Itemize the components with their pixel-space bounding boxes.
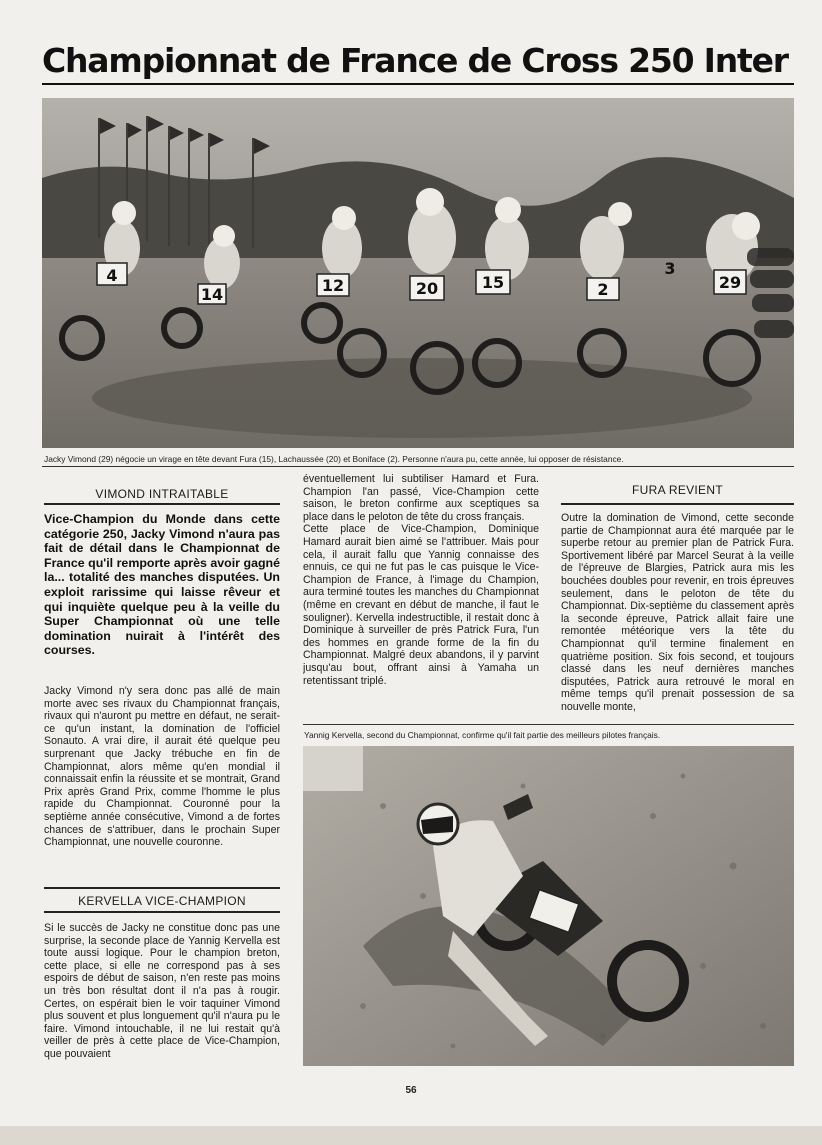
bike-number: 14 bbox=[200, 285, 224, 304]
middle-paragraph: éventuellement lui subtiliser Hamard et Fura. Champion l'an passé, Vice-Champion cette saison, le breton confirme aux sceptiques sa place dans le peloton de tête du cross français. bbox=[303, 473, 539, 523]
article-body-middle bbox=[303, 473, 539, 723]
headline-rule bbox=[42, 83, 794, 85]
top-photo-caption: Jacky Vimond (29) négocie un virage en tête devant Fura (15), Lachaussée (20) et Boniface (2). Personne n'aura pu, cette année, lui opposer de résistance. bbox=[44, 454, 624, 464]
bike-number: 20 bbox=[415, 279, 439, 298]
article-body-vimond: Jacky Vimond n'y sera donc pas allé de main morte avec ses rivaux du Championnat français, rivaux qui n'auront pu mettre en défaut, ne serait-ce qu'un instant, la domination de l'officiel Sonauto. A vrai dire, il aurait été quelque peu surprenant que Jacky trébuche en fin de Championnat, alors même qu'en mondial il connaissait enfin la réussite et se montrait, Grand Prix après Grand Prix, comme l'homme le plus rapide du Championnat. Couronné pour la septième année consécutive, Vimond a de fortes chances de s'attribuer, dans le prochain Super Championnat, une nouvelle couronne. bbox=[44, 685, 280, 849]
section-title-kervella: KERVELLA VICE-CHAMPION bbox=[78, 894, 246, 908]
motocross-race-photo-icon bbox=[42, 98, 794, 448]
bike-number: 15 bbox=[481, 273, 505, 292]
bike-number: 2 bbox=[597, 280, 609, 299]
article-body-fura: Outre la domination de Vimond, cette seconde partie de Championnat aura été marquée par le superbe retour au premier plan de Patrick Fura. Sportivement libéré par Marcel Seurat à la veille de l'épreuve de Blargies, Patrick aura mis les bouchées doubles pour revenir, en trois épreuves seulement, dans le peloton de tête du Championnat. Dix-septième du classement après la seconde épreuve, Patrick allait faire une remontée météorique vers la tête du Championnat qu'il termine finalement en quatrième position. Six fois second, et toujours classé dans les neuf dernières manches disputées, Patrick aura retrouvé le moral en même temps qu'il prenait possession de sa nouvelle monte, bbox=[561, 512, 794, 713]
page-headline: Championnat de France de Cross 250 Inter bbox=[42, 41, 788, 80]
section-rule bbox=[44, 503, 280, 505]
kervella-photo bbox=[303, 746, 794, 1066]
lead-paragraph: Vice-Champion du Monde dans cette catégorie 250, Jacky Vimond n'aura pas fait de détail dans le Championnat de France qu'il remporte après avoir gagné la... totalité des manches disputées. Un exploit rarissime qui laisse rêveur et qui inquiète quelque peu à la veille du Super Championnat où une telle domination nuirait à l'intérêt des courses. bbox=[44, 512, 280, 658]
section-rule bbox=[44, 911, 280, 913]
bike-number: 3 bbox=[664, 259, 676, 278]
bike-number: 12 bbox=[321, 276, 345, 295]
page-edge bbox=[0, 1126, 822, 1145]
top-race-photo bbox=[42, 98, 794, 448]
bike-number: 29 bbox=[718, 273, 742, 292]
page-number: 56 bbox=[405, 1085, 417, 1096]
section-rule bbox=[561, 503, 794, 505]
second-photo-caption: Yannig Kervella, second du Championnat, confirme qu'il fait partie des meilleurs pilotes français. bbox=[304, 730, 661, 740]
middle-paragraph: Cette place de Vice-Champion, Dominique Hamard aurait bien aimé se l'attribuer. Mais pour cela, il aurait fallu que Yannig connaisse des ennuis, ce qui ne fut pas le cas puisque le Vice-Champion de France, à l'image du Champion, aura terminé toutes les manches du Championnat (même en crevant en début de manche, il faut le souligner). Kervella indestructible, il restait donc à Dominique à surveiller de près Patrick Fura, l'un des hommes en grande forme de la fin du Championnat. Malgré deux abandons, il y parvint jusqu'au bout, offrant ainsi à Yamaha un retentissant triplé. bbox=[303, 523, 539, 687]
article-body-kervella: Si le succès de Jacky ne constitue donc pas une surprise, la seconde place de Yannig Kervella est toute aussi logique. Pour le champion breton, cette place, si elle ne correspond pas à ses espoirs de début de saison, n'en reste pas moins un très bon résultat dont il n'a pas à rougir. Certes, on espérait bien le voir taquiner Vimond plus souvent et plus longuement qu'il n'aura pu le faire. Vimond intouchable, il ne lui restait qu'à veiller de près à cette place de Vice-Champion, que pouvaient bbox=[44, 922, 280, 1060]
section-title-vimond: VIMOND INTRAITABLE bbox=[95, 487, 229, 501]
caption-rule bbox=[42, 466, 794, 467]
section-rule bbox=[44, 887, 280, 889]
section-title-fura: FURA REVIENT bbox=[632, 483, 723, 497]
caption-rule bbox=[303, 724, 794, 725]
bike-number: 4 bbox=[106, 266, 118, 285]
rider-cornering-photo-icon bbox=[303, 746, 794, 1066]
